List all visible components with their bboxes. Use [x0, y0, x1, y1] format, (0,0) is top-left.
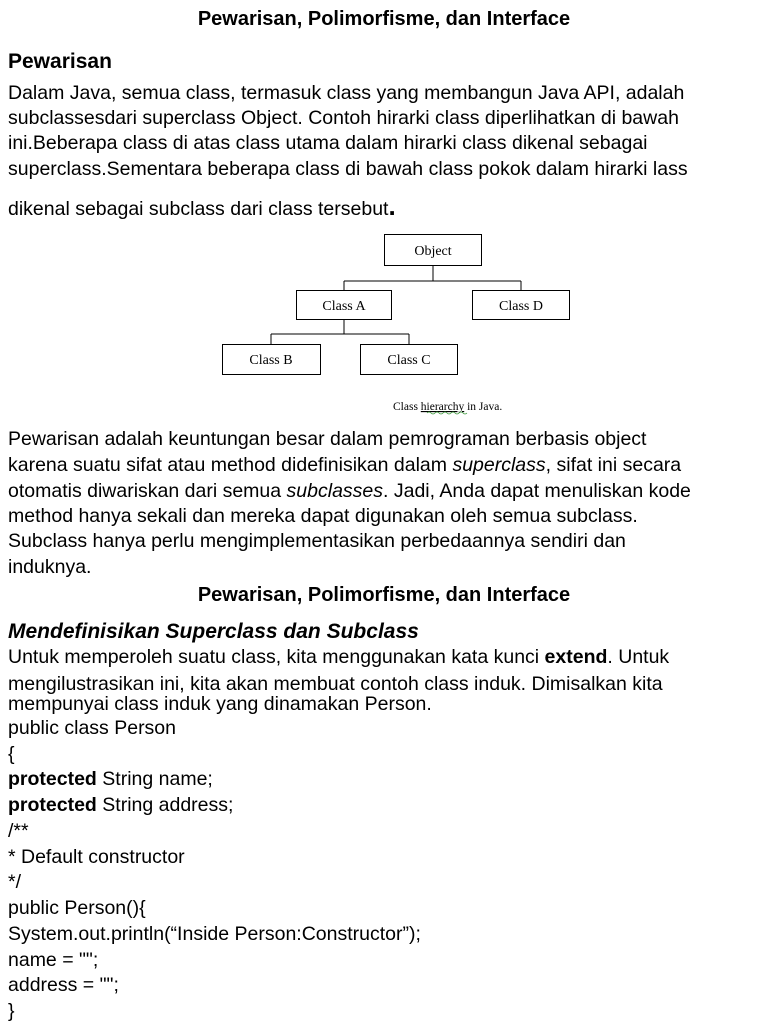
- node-class-c-label: Class C: [387, 353, 431, 368]
- node-class-a-label: Class A: [322, 299, 366, 314]
- code-line: public Person(){: [8, 897, 146, 919]
- section-heading-superclass-subclass: Mendefinisikan Superclass dan Subclass: [8, 620, 419, 643]
- code-line: protected String address;: [8, 794, 234, 816]
- node-class-d-label: Class D: [499, 299, 543, 314]
- keyword-extend: extend: [544, 646, 608, 668]
- emphasis-subclasses: subclasses: [286, 480, 384, 502]
- code-line: address = "";: [8, 974, 119, 996]
- paragraph-line: superclass.Sementara beberapa class di bawah class pokok dalam hirarki lass: [8, 158, 688, 180]
- code-comment-line: * Default constructor: [8, 846, 185, 868]
- paragraph-line: Dalam Java, semua class, termasuk class yang membangun Java API, adalah: [8, 82, 685, 104]
- diagram-caption: Class hierarchy in Java.: [393, 401, 503, 413]
- paragraph-text: dikenal sebagai subclass dari class tersebut: [8, 198, 389, 220]
- code-line: }: [8, 1000, 15, 1022]
- paragraph-period: .: [388, 191, 396, 221]
- paragraph-line: Pewarisan adalah keuntungan besar dalam pemrograman berbasis object: [8, 428, 647, 450]
- class-hierarchy-diagram: [0, 0, 768, 420]
- paragraph-line: Untuk memperoleh suatu class, kita menggunakan kata kunci extend. Untuk: [8, 646, 670, 668]
- paragraph-line: Subclass hanya perlu mengimplementasikan perbedaannya sendiri dan: [8, 530, 626, 552]
- paragraph-line: ini.Beberapa class di atas class utama dalam hirarki class dikenal sebagai: [8, 132, 648, 154]
- code-line: public class Person: [8, 717, 176, 739]
- page-title-2: Pewarisan, Polimorfisme, dan Interface: [197, 584, 571, 606]
- paragraph-line-clipped: induknya.: [8, 556, 92, 577]
- code-line: {: [8, 743, 15, 765]
- emphasis-superclass: superclass: [452, 454, 546, 476]
- code-comment-line: /**: [8, 820, 29, 842]
- code-line: System.out.println(“Inside Person:Constructor”);: [8, 923, 421, 945]
- section-heading-pewarisan: Pewarisan: [8, 50, 112, 73]
- code-comment-line: */: [8, 871, 22, 893]
- paragraph-line: method hanya sekali dan mereka dapat digunakan oleh semua subclass.: [8, 505, 638, 527]
- paragraph-line: karena suatu sifat atau method didefinisikan dalam superclass, sifat ini secara: [8, 454, 682, 476]
- paragraph-line: otomatis diwariskan dari semua subclasses. Jadi, Anda dapat menuliskan kode: [8, 480, 691, 502]
- node-class-b-label: Class B: [249, 353, 293, 368]
- paragraph-line: mempunyai class induk yang dinamakan Person.: [8, 693, 432, 715]
- code-line: protected String name;: [8, 768, 213, 790]
- code-line: name = "";: [8, 949, 99, 971]
- paragraph-line: subclassesdari superclass Object. Contoh hirarki class diperlihatkan di bawah: [8, 107, 679, 129]
- paragraph-line: mengilustrasikan ini, kita akan membuat contoh class induk. Dimisalkan kita: [8, 673, 663, 695]
- page-title: Pewarisan, Polimorfisme, dan Interface: [197, 8, 571, 30]
- node-object-label: Object: [414, 244, 452, 259]
